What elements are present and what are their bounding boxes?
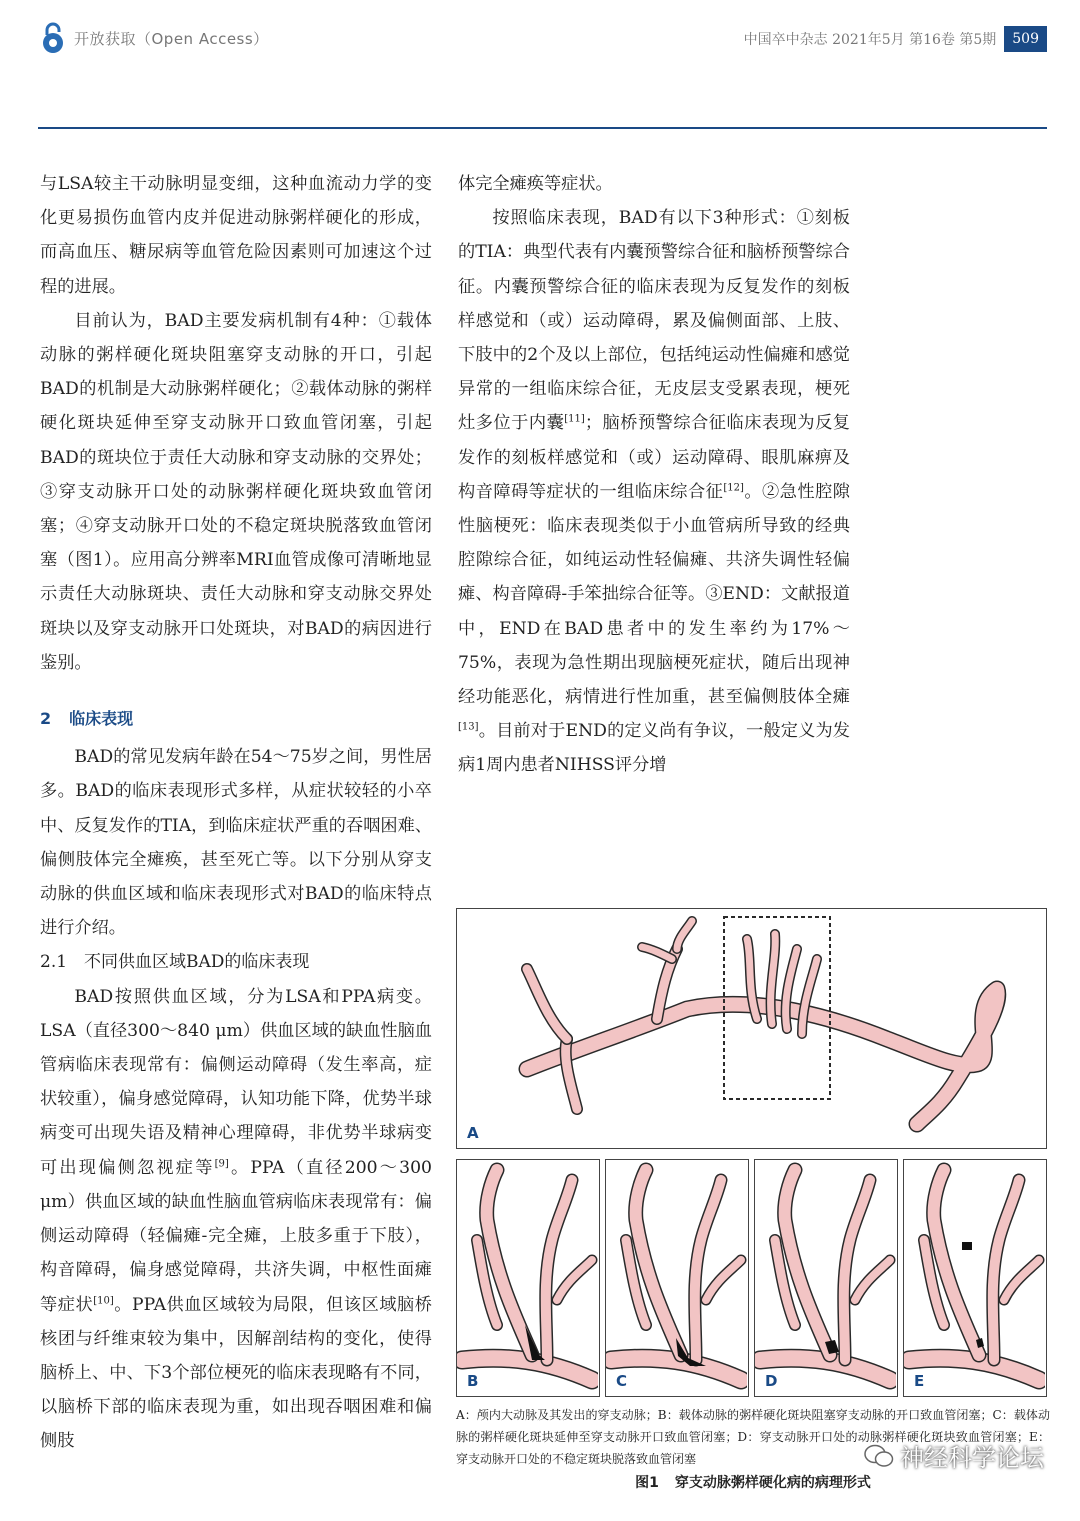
section-title: 临床表现	[69, 709, 134, 729]
figure-number: 图1	[635, 1475, 659, 1491]
perforator-diagram	[904, 1160, 1045, 1395]
figure-panel-e	[903, 1159, 1047, 1397]
text-run: 。PPA供血区域较为局限，但该区域脑桥核团与纤维束较为集中，因解剖结构的变化，使得脑桥上、中、下3个部位梗死的临床表现略有不同，以脑桥下部的临床表现为重，如出现吞咽困难和偏侧肢	[40, 1294, 432, 1452]
text-run: 。PPA（直径200～300 μm）供血区域的缺血性脑血管病临床表现常有：偏侧运动障碍（轻偏瘫-完全瘫，上肢多重于下肢），构音障碍，偏身感觉障碍，共济失调，中枢性面瘫等症状	[40, 1157, 432, 1315]
text-run: BAD按照供血区域，分为LSA和PPA病变。LSA（直径300～840 μm）供血区域的缺血性脑血管病临床表现常有：偏侧运动障碍（发生率高，症状较重），偏身感觉障碍，认知功能下降，优势半球病变可出现失语及精神心理障碍，非优势半球病变可出现偏侧忽视症等	[40, 986, 432, 1178]
text-run: 按照临床表现，BAD有以下3种形式：①刻板的TIA：典型代表有内囊预警综合征和脑桥预警综合征。内囊预警综合征的临床表现为反复发作的刻板样感觉和（或）运动障碍，累及偏侧面部、上肢、下肢中的2个及以上部位，包括纯运动性偏瘫和感觉异常的一组临床综合征，无皮层支受累表现，梗死灶多位于内囊	[458, 208, 850, 434]
figure-panel-a	[456, 908, 1047, 1149]
open-access-lock-icon	[40, 22, 66, 54]
perforator-diagram	[457, 1160, 598, 1395]
header-rule	[38, 127, 1047, 129]
journal-info: 中国卒中杂志 2021年5月 第16卷 第5期	[743, 32, 997, 48]
section-number: 2	[40, 709, 52, 729]
citation[interactable]: [10]	[93, 1294, 114, 1306]
watermark	[864, 1438, 1044, 1473]
right-column	[458, 167, 850, 783]
figure-caption: A：颅内大动脉及其发出的穿支动脉；B：载体动脉的粥样硬化斑块阻塞穿支动脉的开口致血管闭塞；C：载体动脉的粥样硬化斑块延伸至穿支动脉开口致血管闭塞；D：穿支动脉开口处的动脉粥样硬化斑块致血管闭塞；E：穿支动脉开口处的不稳定斑块脱落致血管闭塞	[456, 1408, 1050, 1466]
left-column	[40, 167, 432, 1459]
paragraph: BAD的常见发病年龄在54～75岁之间，男性居多。BAD的临床表现形式多样，从症状较轻的小卒中、反复发作的TIA，到临床症状严重的吞咽困难、偏侧肢体完全瘫痪，甚至死亡等。以下分别从穿支动脉的供血区域和临床表现形式对BAD的临床特点进行介绍。	[40, 747, 432, 939]
subsection-heading: 2.1 不同供血区域BAD的临床表现	[40, 952, 310, 973]
text-run: 。②急性腔隙性脑梗死：临床表现类似于小血管病所导致的经典腔隙综合征，如纯运动性轻偏瘫、共济失调性轻偏瘫、构音障碍-手笨拙综合征等。③END：文献报道中，END在BAD患者中的发生率约为17%～75%，表现为急性期出现脑梗死症状，随后出现神经功能恶化，病情进行性加重，甚至偏侧肢体全瘫	[458, 481, 850, 708]
chat-bubble-icon	[864, 1443, 894, 1469]
embolus	[962, 1242, 972, 1250]
artery-diagram	[457, 909, 1045, 1147]
header-right	[744, 26, 1047, 52]
panel-label-a: A	[467, 1124, 479, 1142]
text-run: 。目前对于END的定义尚有争议，一般定义为发病1周内患者NIHSS评分增	[458, 721, 850, 776]
page-number: 509	[1004, 26, 1047, 52]
paragraph: 与LSA较主干动脉明显变细，这种血流动力学的变化更易损伤血管内皮并促进动脉粥样硬化的形成，而高血压、糖尿病等血管危险因素则可加速这个过程的进展。	[40, 174, 432, 297]
citation[interactable]: [13]	[458, 721, 479, 733]
open-access-label: 开放获取（Open Access）	[74, 29, 269, 48]
paragraph	[40, 980, 432, 1459]
panel-label-b: B	[467, 1372, 479, 1390]
paragraph: 目前认为，BAD主要发病机制有4种：①载体动脉的粥样硬化斑块阻塞穿支动脉的开口，引起BAD的机制是大动脉粥样硬化；②载体动脉的粥样硬化斑块延伸至穿支动脉开口致血管闭塞，引起BAD的斑块位于责任大动脉和穿支动脉的交界处；③穿支动脉开口处的动脉粥样硬化斑块致血管闭塞；④穿支动脉开口处的不稳定斑块脱落致血管闭塞（图1）。应用高分辨率MRI血管成像可清晰地显示责任大动脉斑块、责任大动脉和穿支动脉交界处斑块以及穿支动脉开口处斑块，对BAD的病因进行鉴别。	[40, 310, 432, 673]
text-run: ；脑桥预警综合征临床表现为反复发作的刻板样感觉和（或）运动障碍、眼肌麻痹及构音障碍等症状的一组临床综合征	[458, 413, 850, 502]
perforator-diagram	[755, 1160, 896, 1395]
panel-label-c: C	[616, 1372, 628, 1390]
figure-title: 穿支动脉粥样硬化病的病理形式	[674, 1475, 871, 1491]
watermark-text: 神经科学论坛	[900, 1444, 1044, 1472]
figure-title-line	[456, 1472, 1050, 1492]
figure-panel-c	[605, 1159, 749, 1397]
paragraph: 体完全瘫痪等症状。	[458, 174, 613, 194]
citation[interactable]: [9]	[214, 1157, 229, 1169]
header-left	[40, 22, 269, 54]
paragraph	[458, 201, 850, 782]
figure-panel-d	[754, 1159, 898, 1397]
panel-label-d: D	[765, 1372, 778, 1390]
perforator-diagram	[606, 1160, 747, 1395]
citation[interactable]: [11]	[564, 413, 585, 425]
section-heading	[40, 702, 432, 736]
figure-panel-b	[456, 1159, 600, 1397]
citation[interactable]: [12]	[723, 482, 744, 494]
panel-label-e: E	[914, 1372, 925, 1390]
